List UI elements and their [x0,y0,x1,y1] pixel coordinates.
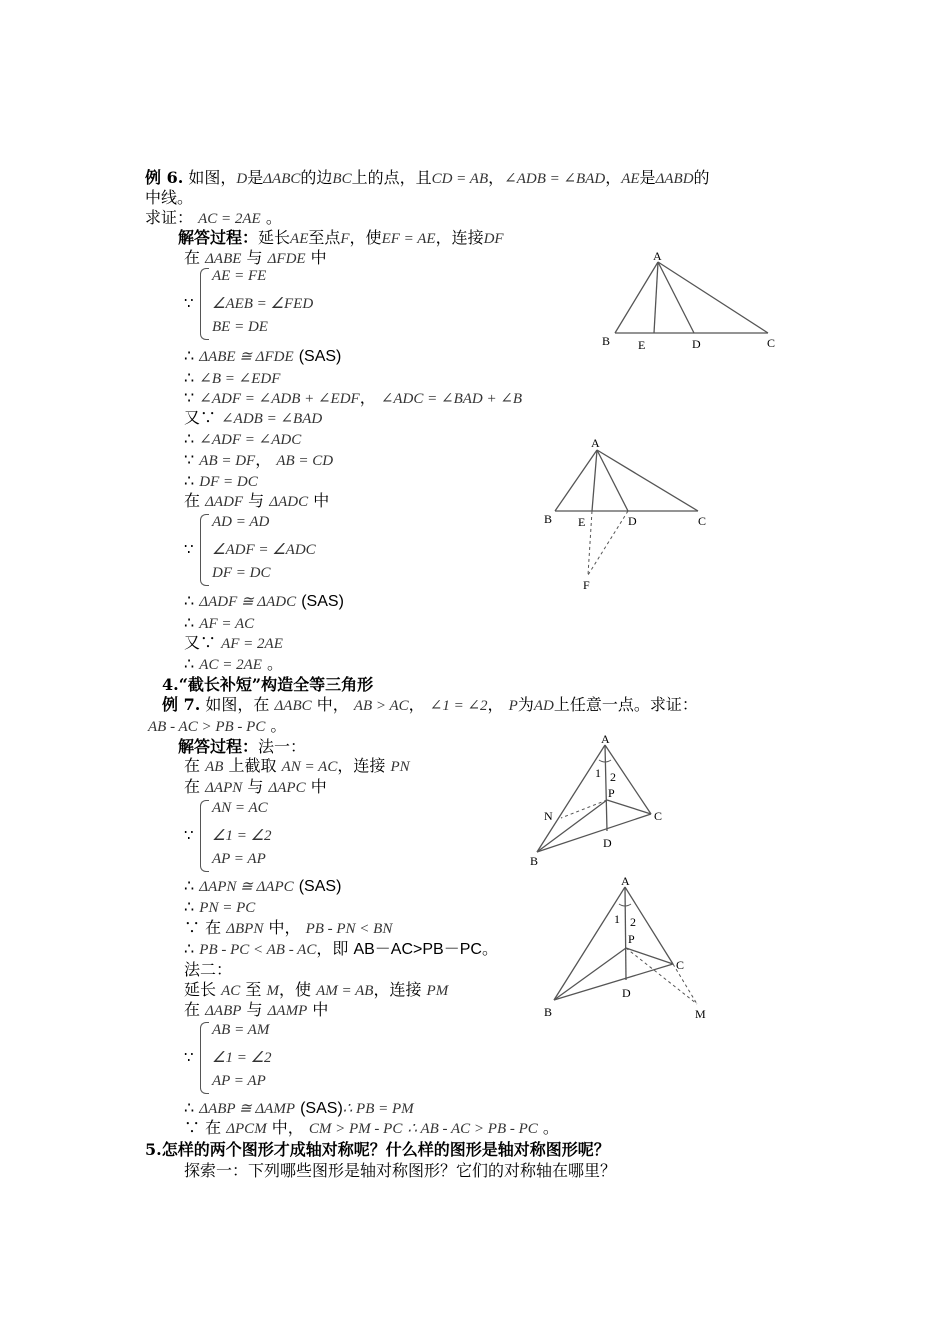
edge [625,887,626,980]
label-A: A [601,732,610,746]
system-row: AP = AP [212,851,266,867]
math: AC = 2AE [198,211,261,227]
prove-label: 求证： [145,208,194,227]
text: 与 [247,777,264,796]
math: ΔAPN [205,780,243,796]
because-symbol: ∵ [184,1118,201,1137]
math: CM > PM - PC [308,1121,403,1137]
ex6-step-7 [184,471,258,492]
math: AC = 2AE [199,657,262,673]
math: ∠ADF = ∠ADB + ∠EDF [199,391,360,407]
math: ΔABD [655,171,694,187]
label-C: C [676,958,685,972]
math: ∠B = ∠EDF [199,371,281,387]
edge [615,262,658,333]
math: AF = AC [199,616,255,632]
label-D: D [628,514,637,528]
therefore-symbol: ∴ [184,591,195,610]
text: ，使 [349,228,382,247]
because-symbol: ∵ [184,826,194,844]
text: 延长 [258,228,291,247]
text: 上的点，且 [351,168,432,187]
method-label: 法一： [258,737,307,756]
math: ΔAPC [268,780,306,796]
math: F [340,231,350,247]
text: 又∵ [184,408,217,427]
label-A: A [653,249,662,263]
because-symbol: ∵ [184,450,195,469]
label-D: D [692,337,701,351]
text: ， [605,168,622,187]
label-B: B [544,1005,553,1019]
text: ，连接 [373,980,422,999]
therefore-symbol: ∴ [184,897,195,916]
math: AB > AC [353,698,409,714]
math: ΔADC [269,494,309,510]
math: ΔABE [205,251,242,267]
text: 延长 [184,980,217,999]
edge [537,745,605,852]
edge [537,800,607,852]
therefore-symbol: ∴ [184,654,195,673]
math: AC [221,983,241,999]
label-M: M [695,1007,706,1021]
ex7-m2-construction [184,980,448,1001]
therefore-symbol: ∴ [184,346,195,365]
ex7-label: 例 7. [162,695,201,714]
ex7-solution-label [178,737,306,757]
solution-label: 解答过程： [178,737,259,756]
edge [555,450,597,511]
brace [200,800,209,872]
ex7-m1-construction [184,756,410,777]
math: CD = AB [431,171,489,187]
math: PM [426,983,449,999]
brace [200,1022,209,1094]
system-row: ∠AEB = ∠FED [212,296,314,312]
text: 上截取 [228,756,277,775]
math: AB = DF [199,453,256,469]
text: ， [359,388,376,407]
math: ΔADF ≅ ΔADC [199,594,297,610]
system-row: AE = FE [212,268,267,284]
edge [605,745,607,831]
sas-label: (SAS) [298,878,342,895]
text: ， [488,168,505,187]
math: AB = CD [276,453,334,469]
system-row: AP = AP [212,1073,266,1089]
ex6-label: 例 6. [145,168,184,187]
edge [654,262,658,333]
text: 。 [265,208,282,227]
label-A: A [591,436,600,450]
text: 中， [268,918,301,937]
ex6-step-5 [184,429,301,450]
edge [658,262,768,333]
text: 至点 [308,228,341,247]
dashed-edge [588,511,592,575]
text: 中 [310,777,327,796]
ex6-step-6 [184,450,333,471]
math: PB - PN < BN [305,921,393,937]
text: 在 [184,248,201,267]
ex6-step-11 [184,654,283,675]
system-row: ∠1 = ∠2 [212,1050,272,1066]
label-F: F [583,578,590,592]
math: ∠ADC = ∠BAD + ∠B [380,391,523,407]
text: 中， [271,1118,304,1137]
text: 如图， [188,168,237,187]
therefore-symbol: ∴ [184,471,195,490]
figure-ex6-1 [595,250,785,355]
text: ， [487,695,504,714]
system-row: BE = DE [212,319,268,335]
math: ΔABP ≅ ΔAMP [199,1101,295,1117]
math: AD [533,698,554,714]
label-P: P [628,932,635,946]
text: 。 [267,654,284,673]
math: ∠ADB = ∠BAD [221,411,323,427]
ex6-solution-intro [178,228,504,249]
label-E: E [638,338,646,352]
math: M [266,983,279,999]
math: PN = PC [199,900,256,916]
system-row: AD = AD [212,514,270,530]
brace [200,514,209,586]
because-symbol: ∵ [184,388,195,407]
section-5-title: 5.怎样的两个图形才成轴对称呢？什么样的图形是轴对称图形呢？ [145,1140,610,1159]
text: 的边 [300,168,333,187]
ex6-in-triangles-1 [184,248,327,269]
label-B: B [544,512,553,526]
ex6-step-9 [184,613,254,634]
text: ，连接 [435,228,484,247]
text: 在 [205,1118,222,1137]
math: ΔABE ≅ ΔFDE [199,349,294,365]
math: ΔABC [274,698,312,714]
edge [537,814,651,852]
solution-label: 解答过程： [178,228,259,247]
text: 又∵ [184,633,217,652]
text: 与 [246,248,263,267]
text: 为 [517,695,534,714]
ex7-step-4 [184,939,498,960]
label-E: E [578,515,586,529]
label-D: D [622,986,631,1000]
edge [554,948,626,1000]
math: D [236,171,248,187]
label-P: P [608,786,615,800]
ex6-step-4 [184,408,322,429]
math: BC [332,171,352,187]
therefore-symbol: ∴ [184,1098,195,1117]
label-D: D [603,836,612,850]
math: ΔAMP [267,1003,308,1019]
math: ΔBPN [226,921,264,937]
math: AN = AC [281,759,338,775]
text: 中 [310,248,327,267]
edge [592,450,597,511]
math: EF = AE [381,231,436,247]
because-symbol: ∵ [184,918,201,937]
therefore-symbol: ∴ [184,429,195,448]
ex6-statement-line2: 中线。 [145,188,194,207]
text: 的 [693,168,710,187]
ex7-statement-line2 [148,716,286,737]
ex7-step-5 [184,1098,414,1119]
label-A: A [621,874,630,888]
text: 在 [184,1000,201,1019]
label-C: C [767,336,776,350]
text: AB－AC>PB－PC。 [353,941,498,958]
ex6-prove [145,208,282,229]
text: 在 [205,918,222,937]
text: ， [255,450,272,469]
label-B: B [602,334,611,348]
dashed-edge [626,948,697,1004]
math: ∠1 = ∠2 [429,698,488,714]
ex7-step-1 [184,876,341,897]
ex6-step-2 [184,368,280,389]
ex6-step-1 [184,346,341,367]
ex7-step-3 [184,918,392,939]
math: DF = DC [199,474,258,490]
because-symbol: ∵ [184,1048,194,1066]
edge [607,800,651,814]
system-row: DF = DC [212,565,271,581]
sas-label: (SAS) [300,1100,343,1117]
text: ，即 [316,939,349,958]
edge [554,964,673,1000]
therefore-symbol: ∴ [184,368,195,387]
label-C: C [698,514,707,528]
math: AE [290,231,309,247]
because-symbol: ∵ [184,540,194,558]
math: AM = AB [316,983,374,999]
ex6-in-triangles-2 [184,491,329,512]
math: DF [483,231,504,247]
math: AB [205,759,224,775]
math: ΔAPN ≅ ΔAPC [199,879,294,895]
text: 。 [270,716,287,735]
text: 。 [542,1118,559,1137]
text: 上任意一点。求证： [553,695,698,714]
ex7-in-triangles-1 [184,777,327,798]
system-row: AN = AC [212,800,268,816]
math: ΔABC [263,171,301,187]
math: ∠ADF = ∠ADC [199,432,302,448]
ex6-statement-line1 [145,168,710,189]
edge [554,887,625,1000]
therefore-symbol: ∴ [184,876,195,895]
label-1: 1 [595,766,601,780]
text: 在 [184,491,201,510]
therefore-symbol: ∴ [184,939,195,958]
text: 是 [639,168,656,187]
label-1: 1 [614,912,620,926]
text: 中 [312,1000,329,1019]
figure-ex6-2 [540,435,720,595]
ex7-method2-label: 法二： [184,960,233,979]
math: P [508,698,518,714]
text: ， [408,695,425,714]
edge [658,262,694,333]
text: 在 [184,756,201,775]
because-symbol: ∵ [184,294,194,312]
ex6-step-8 [184,591,344,612]
math: AB - AC > PB - PC [148,719,266,735]
text: 与 [248,491,265,510]
text: 是 [247,168,264,187]
math: ∠ADB = ∠BAD [504,171,606,187]
text: ，使 [278,980,311,999]
sas-label: (SAS) [301,593,344,610]
math: ΔFDE [267,251,306,267]
label-C: C [654,809,663,823]
text: 至 [245,980,262,999]
brace [200,268,209,340]
therefore-symbol: ∴ [184,613,195,632]
ex7-in-triangles-2 [184,1000,328,1021]
math: AF = 2AE [221,636,283,652]
math: ∴ PB = PM [342,1101,414,1117]
text: 在 [184,777,201,796]
system-row: AB = AM [212,1022,270,1038]
dashed-edge [588,511,628,575]
ex6-step-3 [184,388,522,409]
ex7-step-6 [184,1118,559,1139]
edge [626,948,673,964]
ex7-step-2 [184,897,255,918]
figure-ex7-1 [525,730,675,870]
math: PN [390,759,410,775]
math: ΔABP [205,1003,242,1019]
label-B: B [530,854,539,868]
text: 中， [316,695,349,714]
ex6-step-10 [184,633,283,654]
label-N: N [544,809,553,823]
text: 如图，在 [205,695,270,714]
math: ΔADF [205,494,244,510]
label-2: 2 [630,915,636,929]
math: ΔPCM [226,1121,267,1137]
section-5-explore: 探索一：下列哪些图形是轴对称图形？它们的对称轴在哪里？ [184,1161,617,1180]
system-row: ∠ADF = ∠ADC [212,542,316,558]
math: ∴ AB - AC > PB - PC [407,1121,538,1137]
figure-ex7-2 [540,872,720,1022]
ex7-statement-line1 [162,695,698,716]
sas-label: (SAS) [298,348,342,365]
math: PB - PC < AB - AC [199,942,317,958]
label-2: 2 [610,770,616,784]
math: AE [621,171,640,187]
text: 中 [313,491,330,510]
section-4-title: 4.“截长补短”构造全等三角形 [162,675,374,694]
text: ，连接 [337,756,386,775]
text: 与 [246,1000,263,1019]
system-row: ∠1 = ∠2 [212,828,272,844]
